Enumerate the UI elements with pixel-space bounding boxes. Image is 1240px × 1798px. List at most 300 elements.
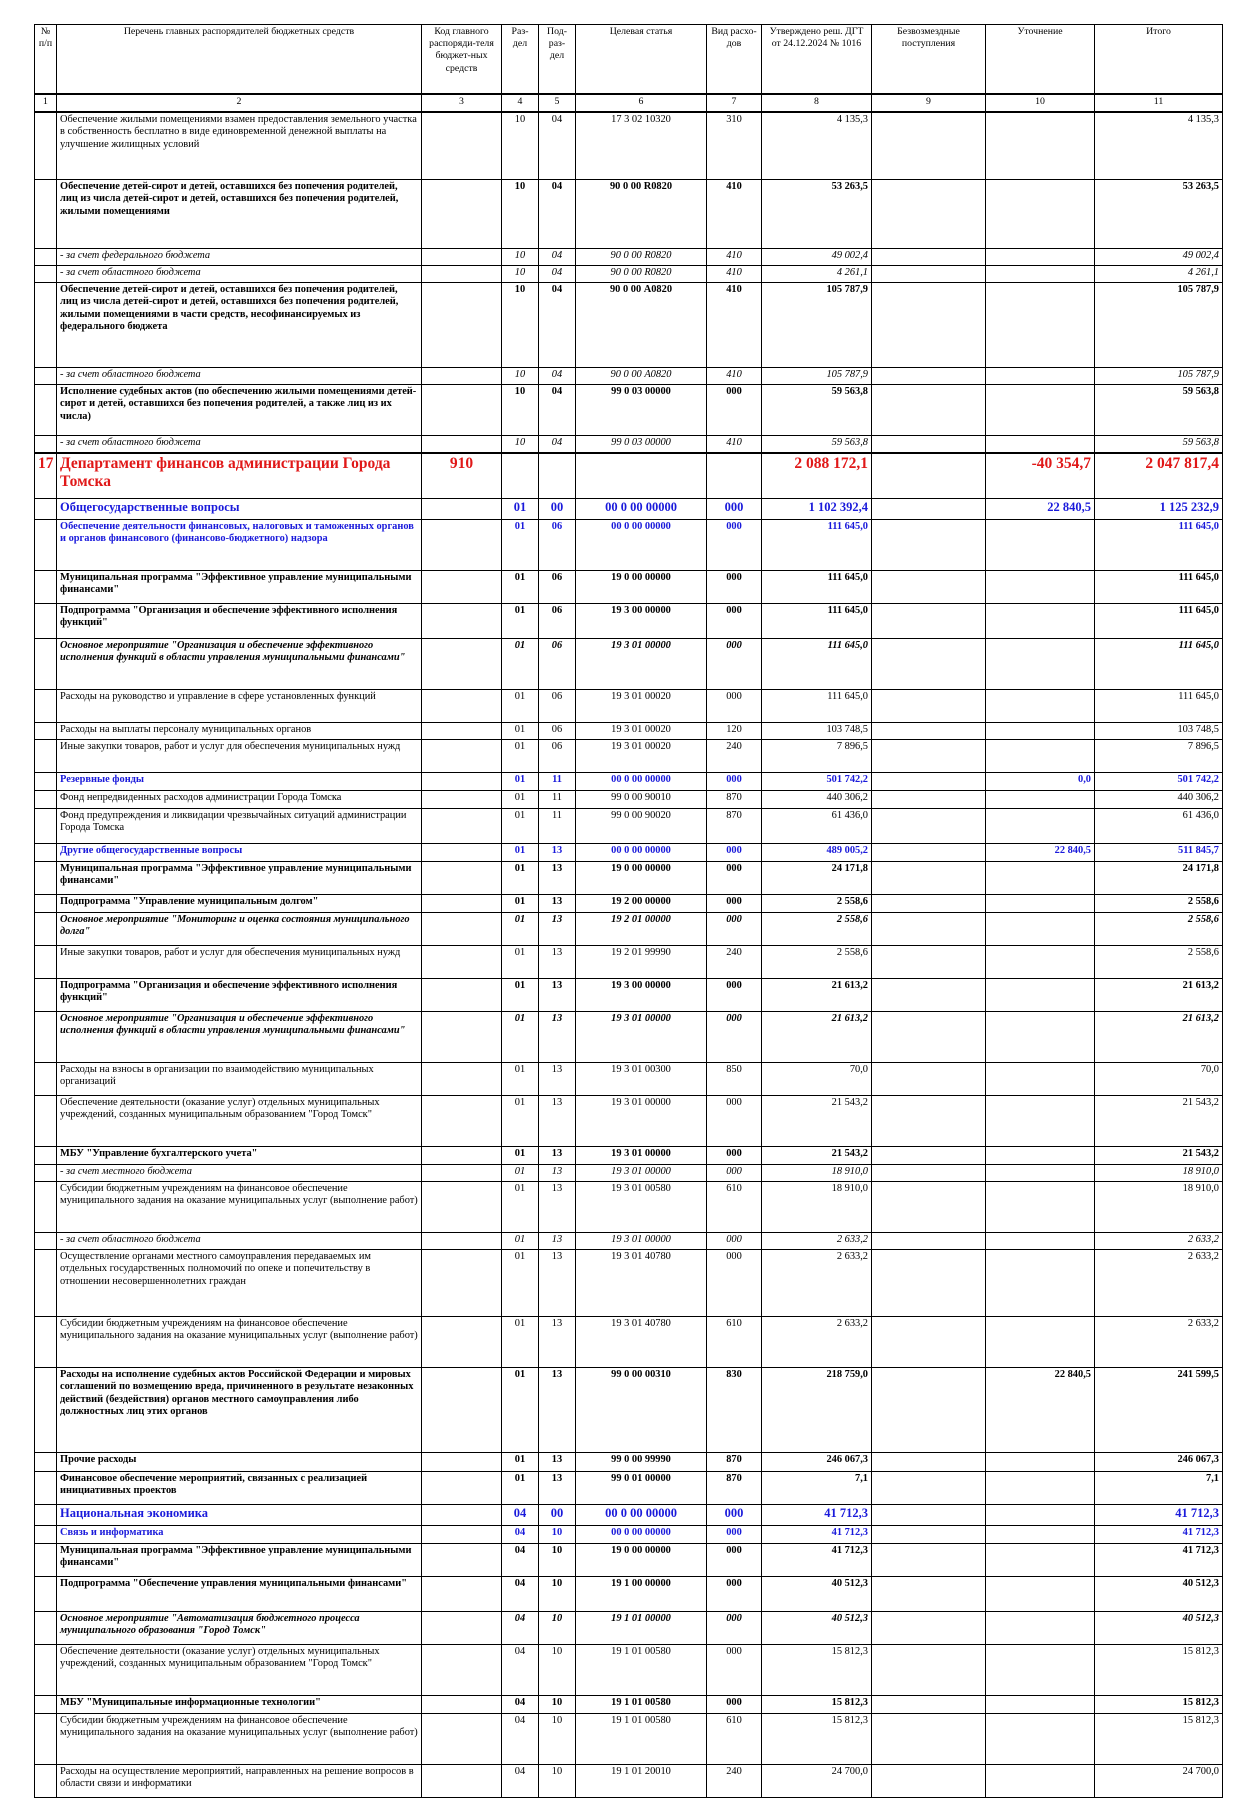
table-row: [35, 180, 1223, 249]
row-adjustment: [986, 1165, 1095, 1182]
table-row: [35, 639, 1223, 690]
row-approved: 2 633,2: [762, 1317, 872, 1368]
col-number: 5: [539, 94, 576, 112]
row-subsection: 13: [539, 946, 576, 979]
row-adjustment: [986, 1526, 1095, 1544]
row-number: 17: [35, 453, 57, 499]
row-total: 15 812,3: [1095, 1645, 1223, 1696]
row-number: [35, 1250, 57, 1317]
table-row: [35, 1645, 1223, 1696]
row-approved: 440 306,2: [762, 791, 872, 809]
row-approved: 49 002,4: [762, 249, 872, 266]
row-total: 2 633,2: [1095, 1233, 1223, 1250]
row-subsection: 13: [539, 1096, 576, 1147]
row-approved: 2 633,2: [762, 1233, 872, 1250]
row-approved: 41 712,3: [762, 1526, 872, 1544]
row-subsection: 06: [539, 604, 576, 639]
row-expense-type: 410: [707, 368, 762, 385]
row-target: 19 1 01 00580: [576, 1714, 707, 1765]
row-expense-type: 000: [707, 1544, 762, 1577]
row-total: 7 896,5: [1095, 740, 1223, 773]
row-adjustment: [986, 249, 1095, 266]
row-subsection: 10: [539, 1544, 576, 1577]
row-adjustment: [986, 1765, 1095, 1798]
row-target: 19 3 01 00580: [576, 1182, 707, 1233]
table-row: [35, 571, 1223, 604]
row-total: 111 645,0: [1095, 604, 1223, 639]
row-code: [422, 809, 502, 844]
row-name: Муниципальная программа "Эффективное управление муниципальными финансами": [57, 862, 422, 895]
row-target: 19 3 01 40780: [576, 1250, 707, 1317]
row-grants: [872, 773, 986, 791]
row-subsection: 13: [539, 1317, 576, 1368]
row-grants: [872, 180, 986, 249]
row-target: 19 0 00 00000: [576, 862, 707, 895]
row-grants: [872, 809, 986, 844]
row-code: [422, 1612, 502, 1645]
row-subsection: 13: [539, 913, 576, 946]
row-expense-type: 870: [707, 791, 762, 809]
row-total: 2 047 817,4: [1095, 453, 1223, 499]
row-expense-type: 000: [707, 844, 762, 862]
row-approved: 24 171,8: [762, 862, 872, 895]
row-approved: 501 742,2: [762, 773, 872, 791]
row-code: [422, 862, 502, 895]
row-name: Обеспечение деятельности финансовых, налоговых и таможенных органов и органов финансового (финансово-бюджетного) надзора: [57, 520, 422, 571]
row-name: Финансовое обеспечение мероприятий, связанных с реализацией инициативных проектов: [57, 1472, 422, 1505]
row-total: 111 645,0: [1095, 520, 1223, 571]
row-code: [422, 844, 502, 862]
row-number: [35, 1577, 57, 1612]
row-code: [422, 946, 502, 979]
row-target: 19 2 01 99990: [576, 946, 707, 979]
row-expense-type: 000: [707, 1505, 762, 1526]
row-grants: [872, 979, 986, 1012]
row-adjustment: [986, 180, 1095, 249]
row-name: - за счет областного бюджета: [57, 266, 422, 283]
row-section: 04: [502, 1526, 539, 1544]
table-row: [35, 1063, 1223, 1096]
row-approved: 21 543,2: [762, 1096, 872, 1147]
row-code: [422, 368, 502, 385]
row-grants: [872, 1714, 986, 1765]
row-subsection: 13: [539, 1012, 576, 1063]
row-approved: 2 088 172,1: [762, 453, 872, 499]
row-expense-type: 610: [707, 1714, 762, 1765]
row-adjustment: [986, 639, 1095, 690]
row-expense-type: 000: [707, 385, 762, 436]
row-total: 18 910,0: [1095, 1182, 1223, 1233]
row-section: 01: [502, 1250, 539, 1317]
table-row: [35, 1544, 1223, 1577]
col-number: 4: [502, 94, 539, 112]
row-name: - за счет областного бюджета: [57, 436, 422, 454]
table-row: [35, 1696, 1223, 1714]
row-total: 15 812,3: [1095, 1696, 1223, 1714]
row-code: [422, 1696, 502, 1714]
row-total: 21 613,2: [1095, 979, 1223, 1012]
header-expense-type: Вид расхо-дов: [707, 25, 762, 95]
row-section: 04: [502, 1505, 539, 1526]
row-section: 01: [502, 1368, 539, 1453]
row-code: [422, 1063, 502, 1096]
table-row: [35, 1368, 1223, 1453]
row-approved: 21 613,2: [762, 979, 872, 1012]
row-subsection: 10: [539, 1714, 576, 1765]
row-number: [35, 1147, 57, 1165]
row-code: [422, 895, 502, 913]
row-grants: [872, 1696, 986, 1714]
row-approved: 2 558,6: [762, 895, 872, 913]
row-target: 99 0 03 00000: [576, 436, 707, 454]
row-approved: 7 896,5: [762, 740, 872, 773]
row-number: [35, 862, 57, 895]
header-approved: Утверждено реш. ДГТ от 24.12.2024 № 1016: [762, 25, 872, 95]
row-code: [422, 740, 502, 773]
row-grants: [872, 1453, 986, 1472]
row-adjustment: [986, 571, 1095, 604]
row-adjustment: [986, 1453, 1095, 1472]
row-name: Субсидии бюджетным учреждениям на финансовое обеспечение муниципального задания на оказание муниципальных услуг (выполнение работ): [57, 1182, 422, 1233]
row-subsection: 11: [539, 809, 576, 844]
row-code: [422, 1250, 502, 1317]
row-subsection: 06: [539, 690, 576, 723]
table-row: [35, 453, 1223, 499]
table-row: [35, 1012, 1223, 1063]
row-number: [35, 1096, 57, 1147]
row-target: 19 3 01 00000: [576, 1147, 707, 1165]
row-section: 01: [502, 1233, 539, 1250]
row-total: 24 171,8: [1095, 862, 1223, 895]
row-expense-type: 830: [707, 1368, 762, 1453]
row-adjustment: [986, 1250, 1095, 1317]
row-target: 90 0 00 А0820: [576, 368, 707, 385]
row-name: Расходы на взносы в организации по взаимодействию муниципальных организаций: [57, 1063, 422, 1096]
row-subsection: 04: [539, 112, 576, 180]
header-subsection: Под-раз-дел: [539, 25, 576, 95]
row-approved: 489 005,2: [762, 844, 872, 862]
row-total: 111 645,0: [1095, 571, 1223, 604]
row-approved: 111 645,0: [762, 520, 872, 571]
row-total: 70,0: [1095, 1063, 1223, 1096]
table-row: [35, 862, 1223, 895]
row-target: 17 3 02 10320: [576, 112, 707, 180]
row-target: 19 3 00 00000: [576, 604, 707, 639]
row-number: [35, 913, 57, 946]
row-target: 19 3 01 00000: [576, 1096, 707, 1147]
row-expense-type: 000: [707, 604, 762, 639]
row-section: 01: [502, 499, 539, 520]
row-number: [35, 1453, 57, 1472]
row-adjustment: [986, 1577, 1095, 1612]
table-row: [35, 1526, 1223, 1544]
row-total: 41 712,3: [1095, 1544, 1223, 1577]
row-grants: [872, 690, 986, 723]
row-code: [422, 112, 502, 180]
row-target: 00 0 00 00000: [576, 499, 707, 520]
row-number: [35, 1645, 57, 1696]
row-total: 2 558,6: [1095, 895, 1223, 913]
table-row: [35, 1612, 1223, 1645]
row-code: [422, 385, 502, 436]
row-code: [422, 1472, 502, 1505]
table-row: [35, 690, 1223, 723]
row-target: 99 0 00 99990: [576, 1453, 707, 1472]
row-approved: 40 512,3: [762, 1612, 872, 1645]
row-subsection: 06: [539, 571, 576, 604]
row-name: Обеспечение деятельности (оказание услуг) отдельных муниципальных учреждений, созданных муниципальным образованием "Город Томск": [57, 1645, 422, 1696]
row-section: 10: [502, 266, 539, 283]
row-grants: [872, 604, 986, 639]
row-number: [35, 368, 57, 385]
row-subsection: 00: [539, 1505, 576, 1526]
col-number: 3: [422, 94, 502, 112]
row-grants: [872, 723, 986, 740]
row-expense-type: 120: [707, 723, 762, 740]
row-subsection: 13: [539, 1472, 576, 1505]
header-row: [35, 25, 1223, 95]
row-total: 103 748,5: [1095, 723, 1223, 740]
row-adjustment: [986, 723, 1095, 740]
row-target: 90 0 00 R0820: [576, 266, 707, 283]
row-grants: [872, 740, 986, 773]
row-approved: 218 759,0: [762, 1368, 872, 1453]
row-target: 19 3 01 00020: [576, 723, 707, 740]
row-number: [35, 266, 57, 283]
row-adjustment: [986, 1645, 1095, 1696]
row-name: Подпрограмма "Управление муниципальным долгом": [57, 895, 422, 913]
table-row: [35, 1317, 1223, 1368]
row-target: 19 3 01 40780: [576, 1317, 707, 1368]
row-adjustment: [986, 1063, 1095, 1096]
row-expense-type: 000: [707, 773, 762, 791]
table-row: [35, 266, 1223, 283]
row-target: 19 3 01 00020: [576, 690, 707, 723]
row-section: 10: [502, 112, 539, 180]
row-grants: [872, 1526, 986, 1544]
row-section: 01: [502, 809, 539, 844]
row-total: 246 067,3: [1095, 1453, 1223, 1472]
table-row: [35, 283, 1223, 368]
row-total: 41 712,3: [1095, 1505, 1223, 1526]
row-expense-type: 000: [707, 1526, 762, 1544]
row-name: Подпрограмма "Организация и обеспечение эффективного исполнения функций": [57, 604, 422, 639]
row-section: 01: [502, 1182, 539, 1233]
row-grants: [872, 946, 986, 979]
row-grants: [872, 571, 986, 604]
row-number: [35, 1612, 57, 1645]
row-adjustment: 22 840,5: [986, 1368, 1095, 1453]
row-total: 105 787,9: [1095, 368, 1223, 385]
row-total: 24 700,0: [1095, 1765, 1223, 1798]
row-code: [422, 1577, 502, 1612]
row-grants: [872, 1645, 986, 1696]
row-expense-type: 000: [707, 1165, 762, 1182]
row-approved: 111 645,0: [762, 690, 872, 723]
row-expense-type: 000: [707, 1147, 762, 1165]
table-row: [35, 1250, 1223, 1317]
row-code: [422, 266, 502, 283]
row-section: 01: [502, 946, 539, 979]
row-name: МБУ "Муниципальные информационные технологии": [57, 1696, 422, 1714]
row-adjustment: [986, 1147, 1095, 1165]
row-subsection: 11: [539, 791, 576, 809]
row-total: 1 125 232,9: [1095, 499, 1223, 520]
row-target: [576, 453, 707, 499]
row-name: Подпрограмма "Обеспечение управления муниципальными финансами": [57, 1577, 422, 1612]
row-name: - за счет местного бюджета: [57, 1165, 422, 1182]
header-adjustment: Уточнение: [986, 25, 1095, 95]
table-row: [35, 368, 1223, 385]
row-number: [35, 740, 57, 773]
row-subsection: 13: [539, 1182, 576, 1233]
row-section: 10: [502, 180, 539, 249]
row-grants: [872, 1577, 986, 1612]
row-target: 19 1 01 00000: [576, 1612, 707, 1645]
row-target: 19 0 00 00000: [576, 1544, 707, 1577]
row-adjustment: [986, 385, 1095, 436]
row-name: Основное мероприятие "Мониторинг и оценка состояния муниципального долга": [57, 913, 422, 946]
row-grants: [872, 1182, 986, 1233]
row-subsection: 10: [539, 1526, 576, 1544]
row-name: Иные закупки товаров, работ и услуг для обеспечения муниципальных нужд: [57, 946, 422, 979]
row-expense-type: 000: [707, 862, 762, 895]
row-section: 01: [502, 740, 539, 773]
row-subsection: 11: [539, 773, 576, 791]
table-row: [35, 604, 1223, 639]
header-num: № п/п: [35, 25, 57, 95]
table-row: [35, 791, 1223, 809]
row-name: Субсидии бюджетным учреждениям на финансовое обеспечение муниципального задания на оказание муниципальных услуг (выполнение работ): [57, 1317, 422, 1368]
row-number: [35, 1544, 57, 1577]
row-total: 21 543,2: [1095, 1147, 1223, 1165]
row-expense-type: 870: [707, 1472, 762, 1505]
row-adjustment: [986, 690, 1095, 723]
row-expense-type: 000: [707, 571, 762, 604]
row-grants: [872, 283, 986, 368]
row-total: 21 613,2: [1095, 1012, 1223, 1063]
row-adjustment: [986, 1096, 1095, 1147]
table-row: [35, 499, 1223, 520]
row-section: [502, 453, 539, 499]
row-target: 99 0 03 00000: [576, 385, 707, 436]
row-target: 99 0 00 00310: [576, 1368, 707, 1453]
budget-sheet: [34, 24, 1223, 1798]
row-expense-type: 240: [707, 740, 762, 773]
row-expense-type: 410: [707, 436, 762, 454]
row-adjustment: 22 840,5: [986, 499, 1095, 520]
row-grants: [872, 112, 986, 180]
row-grants: [872, 385, 986, 436]
row-name: Фонд непредвиденных расходов администрации Города Томска: [57, 791, 422, 809]
row-section: 01: [502, 773, 539, 791]
row-expense-type: 410: [707, 283, 762, 368]
row-expense-type: 850: [707, 1063, 762, 1096]
row-expense-type: 000: [707, 1612, 762, 1645]
row-section: 04: [502, 1577, 539, 1612]
row-approved: 41 712,3: [762, 1505, 872, 1526]
row-name: Общегосударственные вопросы: [57, 499, 422, 520]
header-target: Целевая статья: [576, 25, 707, 95]
row-name: Прочие расходы: [57, 1453, 422, 1472]
table-row: [35, 249, 1223, 266]
row-subsection: 13: [539, 1250, 576, 1317]
row-grants: [872, 1368, 986, 1453]
row-code: 910: [422, 453, 502, 499]
row-name: Расходы на исполнение судебных актов Российской Федерации и мировых соглашений по возмещению вреда, причиненного в результате незаконных действий (бездействия) органов местного самоуправления либо должностных лиц этих органов: [57, 1368, 422, 1453]
row-target: 00 0 00 00000: [576, 1526, 707, 1544]
row-expense-type: 870: [707, 809, 762, 844]
row-target: 19 3 00 00000: [576, 979, 707, 1012]
col-number: 9: [872, 94, 986, 112]
table-row: [35, 1714, 1223, 1765]
row-grants: [872, 1147, 986, 1165]
row-grants: [872, 1250, 986, 1317]
row-target: 99 0 01 00000: [576, 1472, 707, 1505]
row-subsection: 13: [539, 862, 576, 895]
row-code: [422, 1147, 502, 1165]
row-total: 40 512,3: [1095, 1577, 1223, 1612]
table-row: [35, 1453, 1223, 1472]
row-subsection: 10: [539, 1577, 576, 1612]
row-target: 99 0 00 90020: [576, 809, 707, 844]
row-code: [422, 1096, 502, 1147]
row-adjustment: [986, 1612, 1095, 1645]
row-target: 00 0 00 00000: [576, 844, 707, 862]
row-total: 2 633,2: [1095, 1317, 1223, 1368]
row-name: Муниципальная программа "Эффективное управление муниципальными финансами": [57, 1544, 422, 1577]
row-subsection: 13: [539, 979, 576, 1012]
row-code: [422, 1714, 502, 1765]
row-adjustment: 0,0: [986, 773, 1095, 791]
budget-table: [34, 24, 1223, 1798]
row-adjustment: [986, 1472, 1095, 1505]
row-approved: 41 712,3: [762, 1544, 872, 1577]
row-total: 2 633,2: [1095, 1250, 1223, 1317]
row-target: 19 3 01 00000: [576, 1233, 707, 1250]
row-subsection: 13: [539, 1165, 576, 1182]
row-target: 00 0 00 00000: [576, 773, 707, 791]
row-number: [35, 604, 57, 639]
row-grants: [872, 791, 986, 809]
col-number: 2: [57, 94, 422, 112]
row-grants: [872, 1096, 986, 1147]
row-subsection: 10: [539, 1645, 576, 1696]
row-grants: [872, 1505, 986, 1526]
table-row: [35, 895, 1223, 913]
row-expense-type: 610: [707, 1317, 762, 1368]
row-subsection: 10: [539, 1696, 576, 1714]
table-row: [35, 520, 1223, 571]
row-code: [422, 1645, 502, 1696]
row-name: - за счет областного бюджета: [57, 368, 422, 385]
row-subsection: 04: [539, 266, 576, 283]
row-name: Обеспечение деятельности (оказание услуг) отдельных муниципальных учреждений, созданных муниципальным образованием "Город Томск": [57, 1096, 422, 1147]
row-total: 41 712,3: [1095, 1526, 1223, 1544]
row-section: 01: [502, 604, 539, 639]
row-grants: [872, 1012, 986, 1063]
row-approved: 59 563,8: [762, 436, 872, 454]
row-section: 01: [502, 723, 539, 740]
row-name: Расходы на осуществление мероприятий, направленных на решение вопросов в области связи и информатики: [57, 1765, 422, 1798]
row-name: МБУ "Управление бухгалтерского учета": [57, 1147, 422, 1165]
col-number: 6: [576, 94, 707, 112]
row-number: [35, 1012, 57, 1063]
row-target: 19 1 01 00580: [576, 1696, 707, 1714]
row-approved: 61 436,0: [762, 809, 872, 844]
row-expense-type: 000: [707, 690, 762, 723]
row-approved: 105 787,9: [762, 283, 872, 368]
